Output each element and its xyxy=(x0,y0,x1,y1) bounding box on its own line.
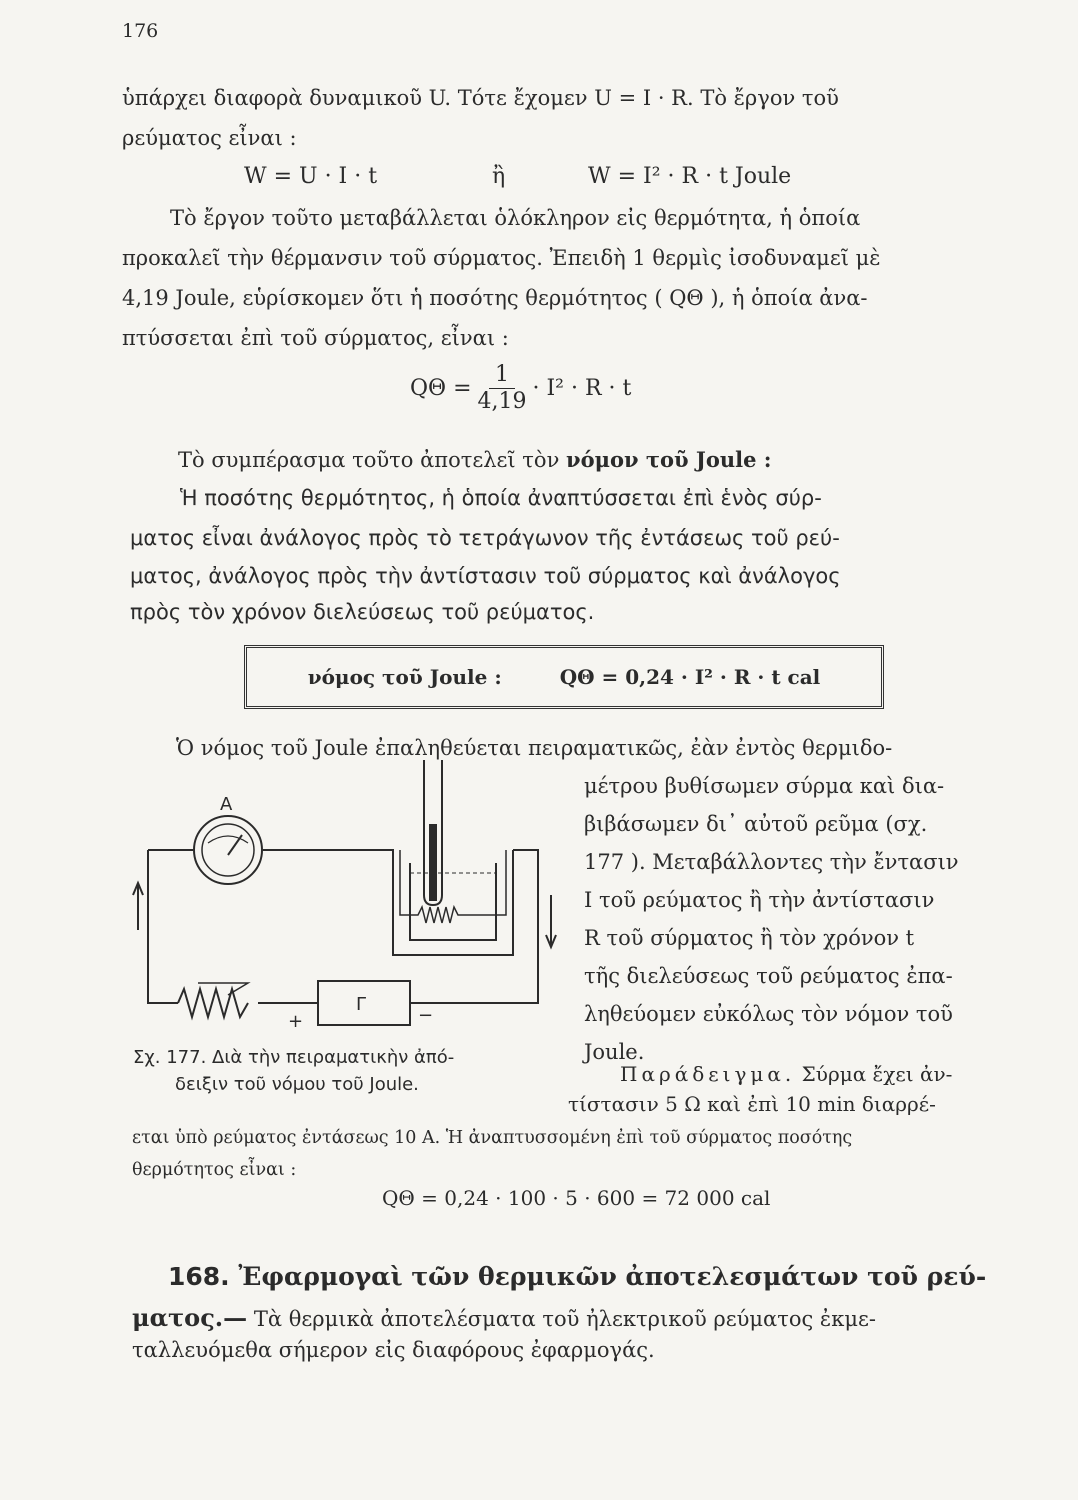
paragraph-line: ληθεύομεν εὐκόλως τὸν νόμον τοῦ xyxy=(584,1002,953,1026)
fraction-numerator: 1 xyxy=(489,362,515,389)
law-intro: Τὸ συμπέρασμα τοῦτο ἀποτελεῖ τὸν xyxy=(178,448,560,472)
formula-heat-lhs: QΘ = xyxy=(410,376,472,401)
paragraph-line: ρεύματος εἶναι : xyxy=(122,126,297,150)
example-line: τίστασιν 5 Ω καὶ ἐπὶ 10 min διαρρέ- xyxy=(568,1092,936,1116)
calorimeter-inner-icon xyxy=(410,863,496,940)
paragraph-line: 177 ). Μεταβάλλοντες τὴν ἔντασιν xyxy=(584,850,959,874)
formula-heat-rhs: · I² · R · t xyxy=(532,376,632,401)
plus-sign: + xyxy=(288,1011,304,1032)
law-title: νόμον τοῦ Joule : xyxy=(566,447,772,472)
paragraph-line: 4,19 Joule, εὑρίσκομεν ὅτι ἡ ποσότης θερμότητος ( QΘ ), ἡ ὁποία ἀνα- xyxy=(122,286,868,310)
law-box xyxy=(244,645,884,709)
section-title-cont: ματος.— xyxy=(132,1303,248,1332)
formula-work-b: W = I² · R · t Joule xyxy=(588,164,792,189)
figure-caption-line: δειξιν τοῦ νόμου τοῦ Joule. xyxy=(175,1074,419,1095)
paragraph-line: μέτρου βυθίσωμεν σύρμα καὶ δια- xyxy=(584,774,945,798)
wire-left xyxy=(148,850,178,1003)
ammeter-label: A xyxy=(220,794,233,815)
paragraph-line: πτύσσεται ἐπὶ τοῦ σύρματος, εἶναι : xyxy=(122,326,509,350)
figure-caption-line: Σχ. 177. Διὰ τὴν πειραματικὴν ἀπό- xyxy=(133,1047,455,1068)
joule-experiment-figure xyxy=(128,755,568,1045)
formula-heat xyxy=(410,362,631,415)
fraction-denominator: 4,19 xyxy=(477,389,527,414)
law-statement-line: πρὸς τὸν χρόνον διελεύσεως τοῦ ρεύματος. xyxy=(130,600,595,624)
section-title-text: Ἐφαρμογαὶ τῶν θερμικῶν ἀποτελεσμάτων τοῦ ρεύ- xyxy=(238,1262,987,1291)
section-line: ταλλευόμεθα σήμερον εἰς διαφόρους ἐφαρμογάς. xyxy=(132,1338,655,1362)
section-title xyxy=(168,1262,986,1291)
paragraph-line: τῆς διελεύσεως τοῦ ρεύματος ἐπα- xyxy=(584,964,953,988)
ammeter-icon xyxy=(194,816,262,884)
paragraph-line: I τοῦ ρεύματος ἢ τὴν ἀντίστασιν xyxy=(584,888,935,912)
example-line xyxy=(620,1060,952,1088)
example-label: Παράδειγμα. xyxy=(620,1062,796,1086)
example-line: εται ὑπὸ ρεύματος ἐντάσεως 10 A. Ἡ ἀναπτυσσομένη ἐπὶ τοῦ σύρματος ποσότης xyxy=(132,1128,853,1148)
paragraph-line: Τὸ ἔργον τοῦτο μεταβάλλεται ὁλόκληρον εἰς θερμότητα, ἡ ὁποία xyxy=(170,206,861,230)
paragraph-line xyxy=(178,446,772,474)
rheostat-icon xyxy=(178,989,248,1017)
example-text: Σύρμα ἔχει ἀν- xyxy=(801,1062,953,1086)
current-arrow-up-icon xyxy=(133,883,143,930)
paragraph-line: προκαλεῖ τὴν θέρμανσιν τοῦ σύρματος. Ἐπειδὴ 1 θερμὶς ἰσοδυναμεῖ μὲ xyxy=(122,246,881,270)
paragraph-line: βιβάσωμεν δι᾽ αὐτοῦ ρεῦμα (σχ. xyxy=(584,812,928,836)
heating-coil-icon xyxy=(408,907,488,923)
formula-work-a: W = U · I · t xyxy=(244,164,378,189)
wire-top-right xyxy=(263,850,393,870)
paragraph-line: Ὁ νόμος τοῦ Joule ἐπαληθεύεται πειραματικῶς, ἐὰν ἐντὸς θερμιδο- xyxy=(176,736,893,760)
paragraph-line: ὑπάρχει διαφορὰ δυναμικοῦ U. Τότε ἔχομεν U = I · R. Τὸ ἔργον τοῦ xyxy=(122,86,839,110)
source-label: Γ xyxy=(356,994,367,1015)
law-box-label: νόμος τοῦ Joule : xyxy=(307,665,502,689)
example-line: θερμότητος εἶναι : xyxy=(132,1160,297,1180)
formula-or: ἢ xyxy=(492,164,506,189)
current-arrow-down-icon xyxy=(546,895,556,947)
law-statement-line: ματος, ἀνάλογος πρὸς τὴν ἀντίστασιν τοῦ σύρματος καὶ ἀνάλογος xyxy=(130,564,841,588)
law-statement-line: ματος εἶναι ἀνάλογος πρὸς τὸ τετράγωνον τῆς ἐντάσεως τοῦ ρεύ- xyxy=(130,526,840,550)
page-number: 176 xyxy=(122,20,159,42)
law-statement-line: Ἡ ποσότης θερμότητος, ἡ ὁποία ἀναπτύσσεται ἐπὶ ἑνὸς σύρ- xyxy=(180,486,822,510)
section-line xyxy=(132,1304,876,1333)
paragraph-line: Joule. xyxy=(584,1040,645,1064)
section-text: Τὰ θερμικὰ ἀποτελέσματα τοῦ ἠλεκτρικοῦ ρεύματος ἐκμε- xyxy=(253,1307,876,1331)
formula-example: QΘ = 0,24 · 100 · 5 · 600 = 72 000 cal xyxy=(382,1186,771,1210)
law-box-formula: QΘ = 0,24 · I² · R · t cal xyxy=(559,665,821,689)
fraction xyxy=(478,362,527,415)
minus-sign: − xyxy=(418,1005,434,1026)
paragraph-line: R τοῦ σύρματος ἢ τὸν χρόνον t xyxy=(584,926,915,950)
section-number: 168. xyxy=(168,1262,230,1291)
